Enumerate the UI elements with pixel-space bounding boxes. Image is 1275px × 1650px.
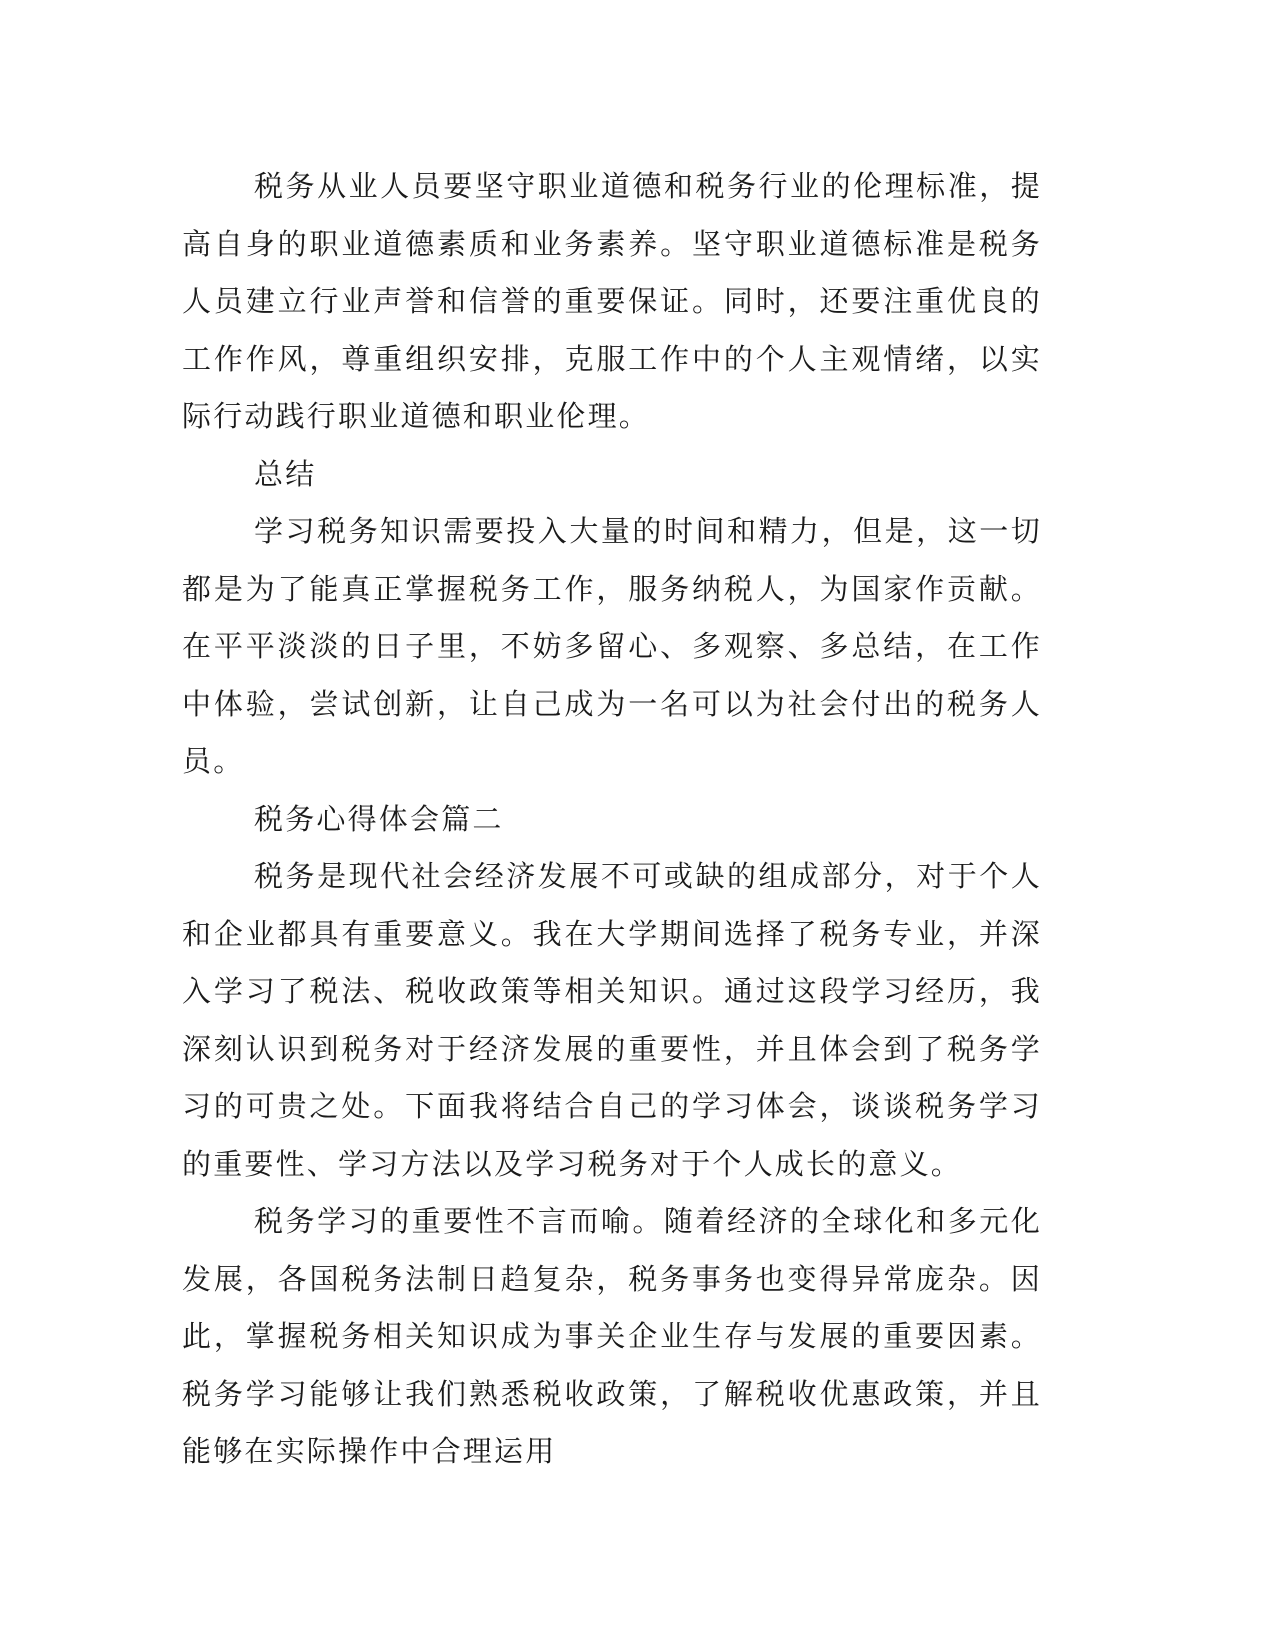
paragraph-importance: 税务学习的重要性不言而喻。随着经济的全球化和多元化发展，各国税务法制日趋复杂，税务事务也变得异常庞杂。因此，掌握税务相关知识成为事关企业生存与发展的重要因素。税务学习能够让我们熟悉税收政策，了解税收优惠政策，并且能够在实际操作中合理运用 bbox=[182, 1204, 1042, 1468]
document-body bbox=[182, 158, 1042, 1481]
paragraph-intro-part-two: 税务是现代社会经济发展不可或缺的组成部分，对于个人和企业都具有重要意义。我在大学期间选择了税务专业，并深入学习了税法、税收政策等相关知识。通过这段学习经历，我深刻认识到税务对于经济发展的重要性，并且体会到了税务学习的可贵之处。下面我将结合自己的学习体会，谈谈税务学习的重要性、学习方法以及学习税务对于个人成长的意义。 bbox=[182, 859, 1042, 1181]
section-heading-part-two: 税务心得体会篇二 bbox=[254, 801, 504, 836]
paragraph-summary: 学习税务知识需要投入大量的时间和精力，但是，这一切都是为了能真正掌握税务工作，服务纳税人，为国家作贡献。在平平淡淡的日子里，不妨多留心、多观察、多总结，在工作中体验，尝试创新，让自己成为一名可以为社会付出的税务人员。 bbox=[182, 514, 1042, 778]
paragraph-ethics: 税务从业人员要坚守职业道德和税务行业的伦理标准，提高自身的职业道德素质和业务素养。坚守职业道德标准是税务人员建立行业声誉和信誉的重要保证。同时，还要注重优良的工作作风，尊重组织安排，克服工作中的个人主观情绪，以实际行动践行职业道德和职业伦理。 bbox=[182, 169, 1042, 433]
section-heading-summary: 总结 bbox=[254, 456, 317, 491]
